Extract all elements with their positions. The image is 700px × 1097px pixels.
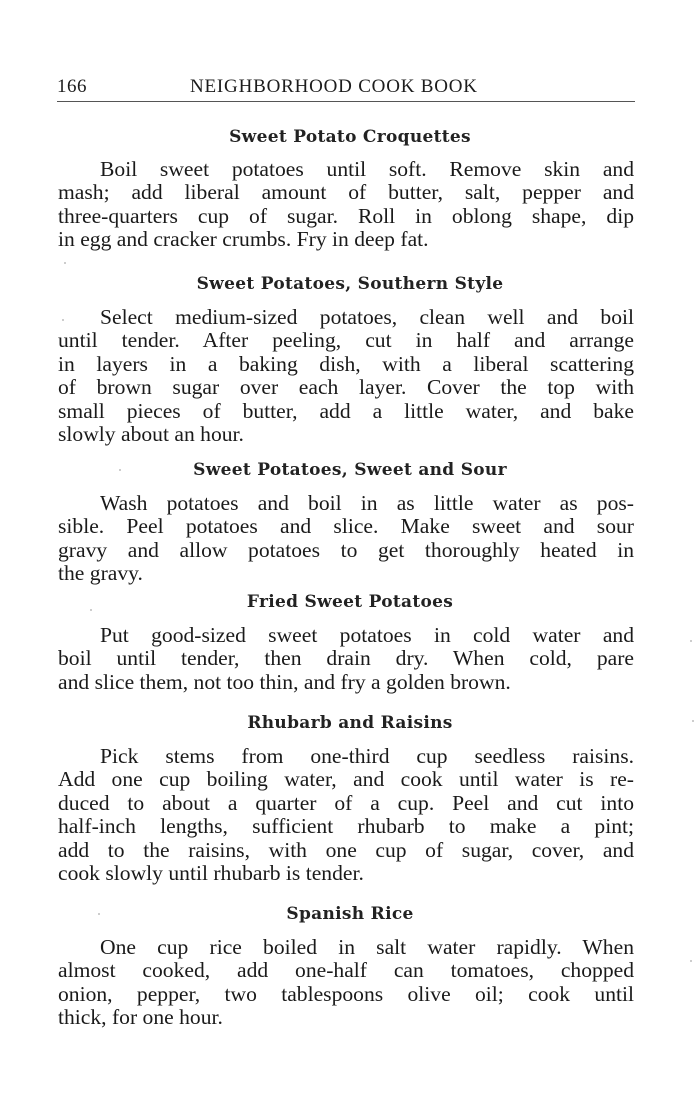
text-line: almost cooked, add one-half can tomatoes, chopped	[58, 958, 634, 983]
text-line: gravy and allow potatoes to get thoroughly heated in	[58, 537, 634, 562]
text-line: thick, for one hour.	[58, 1005, 223, 1030]
recipe-title-fried-sweet-potatoes: Fried Sweet Potatoes	[246, 592, 454, 612]
recipe-title-sweet-potatoes-southern-style: Sweet Potatoes, Southern Style	[196, 274, 504, 294]
recipe-title-sweet-potatoes-sweet-and-sour: Sweet Potatoes, Sweet and Sour	[193, 460, 507, 480]
text-line: boil until tender, then drain dry. When cold, pare	[58, 646, 634, 671]
recipe-body-fried-sweet-potatoes	[58, 624, 634, 694]
text-line: in layers in a baking dish, with a liberal scattering	[58, 351, 634, 376]
scan-speck	[98, 913, 100, 915]
running-head: NEIGHBORHOOD COOK BOOK	[190, 76, 478, 97]
scan-speck	[119, 469, 121, 471]
recipe-title-sweet-potato-croquettes: Sweet Potato Croquettes	[229, 127, 471, 147]
text-line: onion, pepper, two tablespoons olive oil; cook until	[58, 981, 634, 1006]
header-rule	[57, 101, 635, 102]
text-line: three-quarters cup of sugar. Roll in oblong shape, dip	[58, 203, 634, 228]
text-line: in egg and cracker crumbs. Fry in deep fat.	[58, 227, 429, 252]
recipe-body-sweet-potatoes-sweet-and-sour	[58, 492, 634, 586]
text-line: mash; add liberal amount of butter, salt, pepper and	[58, 180, 634, 205]
text-line: cook slowly until rhubarb is tender.	[58, 861, 364, 886]
text-line: Wash potatoes and boil in as little water as pos-	[100, 491, 634, 515]
text-line: One cup rice boiled in salt water rapidly. When	[100, 935, 634, 959]
text-line: Boil sweet potatoes until soft. Remove skin and	[100, 157, 634, 181]
text-line: of brown sugar over each layer. Cover the top with	[58, 375, 634, 400]
recipe-title-spanish-rice: Spanish Rice	[286, 904, 414, 924]
recipe-title-rhubarb-and-raisins: Rhubarb and Raisins	[247, 713, 453, 733]
text-line: half-inch lengths, sufficient rhubarb to make a pint;	[58, 814, 634, 839]
scan-speck	[90, 609, 92, 611]
text-line: Put good-sized sweet potatoes in cold water and	[100, 623, 634, 647]
text-line: until tender. After peeling, cut in half and arrange	[58, 328, 634, 353]
text-line: Select medium-sized potatoes, clean well and boil	[100, 305, 634, 329]
recipe-body-spanish-rice	[58, 936, 634, 1030]
text-line: small pieces of butter, add a little water, and bake	[58, 398, 634, 423]
text-line: and slice them, not too thin, and fry a golden brown.	[58, 669, 511, 694]
recipe-body-sweet-potato-croquettes	[58, 158, 634, 252]
text-line: add to the raisins, with one cup of sugar, cover, and	[58, 837, 634, 862]
recipe-body-sweet-potatoes-southern-style	[58, 306, 634, 446]
scan-speck	[690, 640, 692, 642]
scan-speck	[692, 720, 694, 722]
text-line: Add one cup boiling water, and cook until water is re-	[58, 767, 634, 792]
text-line: the gravy.	[58, 561, 143, 586]
scan-speck	[690, 960, 692, 962]
text-line: slowly about an hour.	[58, 422, 244, 447]
text-line: sible. Peel potatoes and slice. Make sweet and sour	[58, 514, 634, 539]
recipe-body-rhubarb-and-raisins	[58, 745, 634, 885]
text-line: duced to about a quarter of a cup. Peel and cut into	[58, 790, 634, 815]
text-line: Pick stems from one-third cup seedless raisins.	[100, 744, 634, 768]
page-header	[57, 76, 635, 102]
page-number: 166	[57, 76, 87, 97]
scan-speck	[64, 262, 66, 264]
scan-speck	[62, 319, 64, 321]
